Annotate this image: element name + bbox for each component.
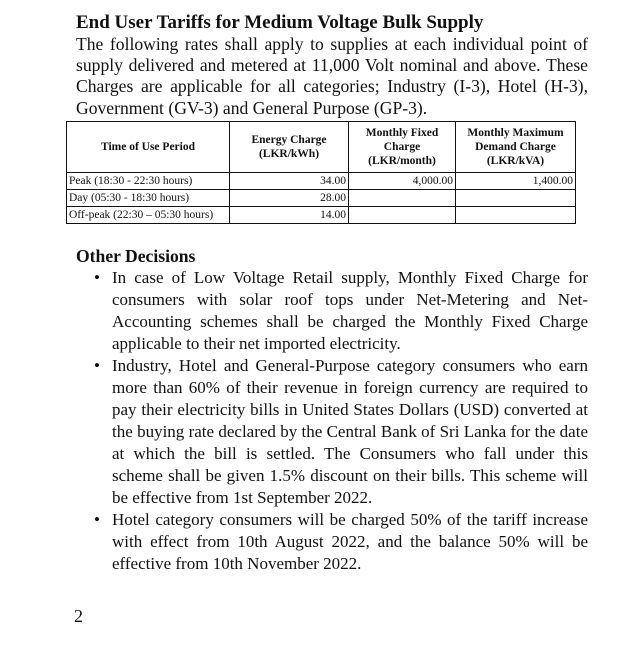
table-row xyxy=(67,190,576,207)
tariff-table xyxy=(66,121,576,224)
decisions-list xyxy=(92,267,588,575)
cell-demand-charge: 1,400.00 xyxy=(456,173,576,190)
intro-paragraph: The following rates shall apply to supplies at each individual point of supply delivered and metered at 11,000 Volt nominal and above. These Charges are applicable for all categories; Industry (I-3), Hotel (H-3), Government (GV-3) and General Purpose (GP-3). xyxy=(76,34,588,118)
header-time-of-use-period: Time of Use Period xyxy=(67,122,230,173)
table-row xyxy=(67,173,576,190)
header-energy-charge: Energy Charge (LKR/kWh) xyxy=(230,122,349,173)
cell-period: Off-peak (22:30 – 05:30 hours) xyxy=(67,207,230,224)
cell-energy-charge: 14.00 xyxy=(230,207,349,224)
section-heading: End User Tariffs for Medium Voltage Bulk Supply xyxy=(76,12,484,33)
cell-fixed-charge: 4,000.00 xyxy=(349,173,456,190)
list-item: • Hotel category consumers will be charged 50% of the tariff increase with effect from 10th August 2022, and the balance 50% will be effective from 10th November 2022. xyxy=(92,509,588,575)
cell-period: Peak (18:30 - 22:30 hours) xyxy=(67,173,230,190)
cell-fixed-charge xyxy=(349,207,456,224)
list-item: • In case of Low Voltage Retail supply, Monthly Fixed Charge for consumers with solar roof tops under Net-Metering and Net-Accounting schemes shall be charged the Monthly Fixed Charge applicable to their net imported electricity. xyxy=(92,267,588,355)
header-max-demand-charge: Monthly Maximum Demand Charge (LKR/kVA) xyxy=(456,122,576,173)
header-monthly-fixed-charge: Monthly Fixed Charge (LKR/month) xyxy=(349,122,456,173)
cell-energy-charge: 34.00 xyxy=(230,173,349,190)
cell-period: Day (05:30 - 18:30 hours) xyxy=(67,190,230,207)
list-item: • Industry, Hotel and General-Purpose category consumers who earn more than 60% of their revenue in foreign currency are required to pay their electricity bills in United States Dollars (USD) converted at the buying rate declared by the Central Bank of Sri Lanka for the date at which the bill is settled. The Consumers who fall under this scheme shall be given 1.5% discount on their bills. This scheme will be effective from 1st September 2022. xyxy=(92,355,588,509)
page-number: 2 xyxy=(74,606,83,626)
table-row xyxy=(67,207,576,224)
cell-fixed-charge xyxy=(349,190,456,207)
other-decisions-heading: Other Decisions xyxy=(76,246,196,266)
cell-energy-charge: 28.00 xyxy=(230,190,349,207)
cell-demand-charge xyxy=(456,207,576,224)
cell-demand-charge xyxy=(456,190,576,207)
tariff-table-header-row xyxy=(67,122,576,173)
